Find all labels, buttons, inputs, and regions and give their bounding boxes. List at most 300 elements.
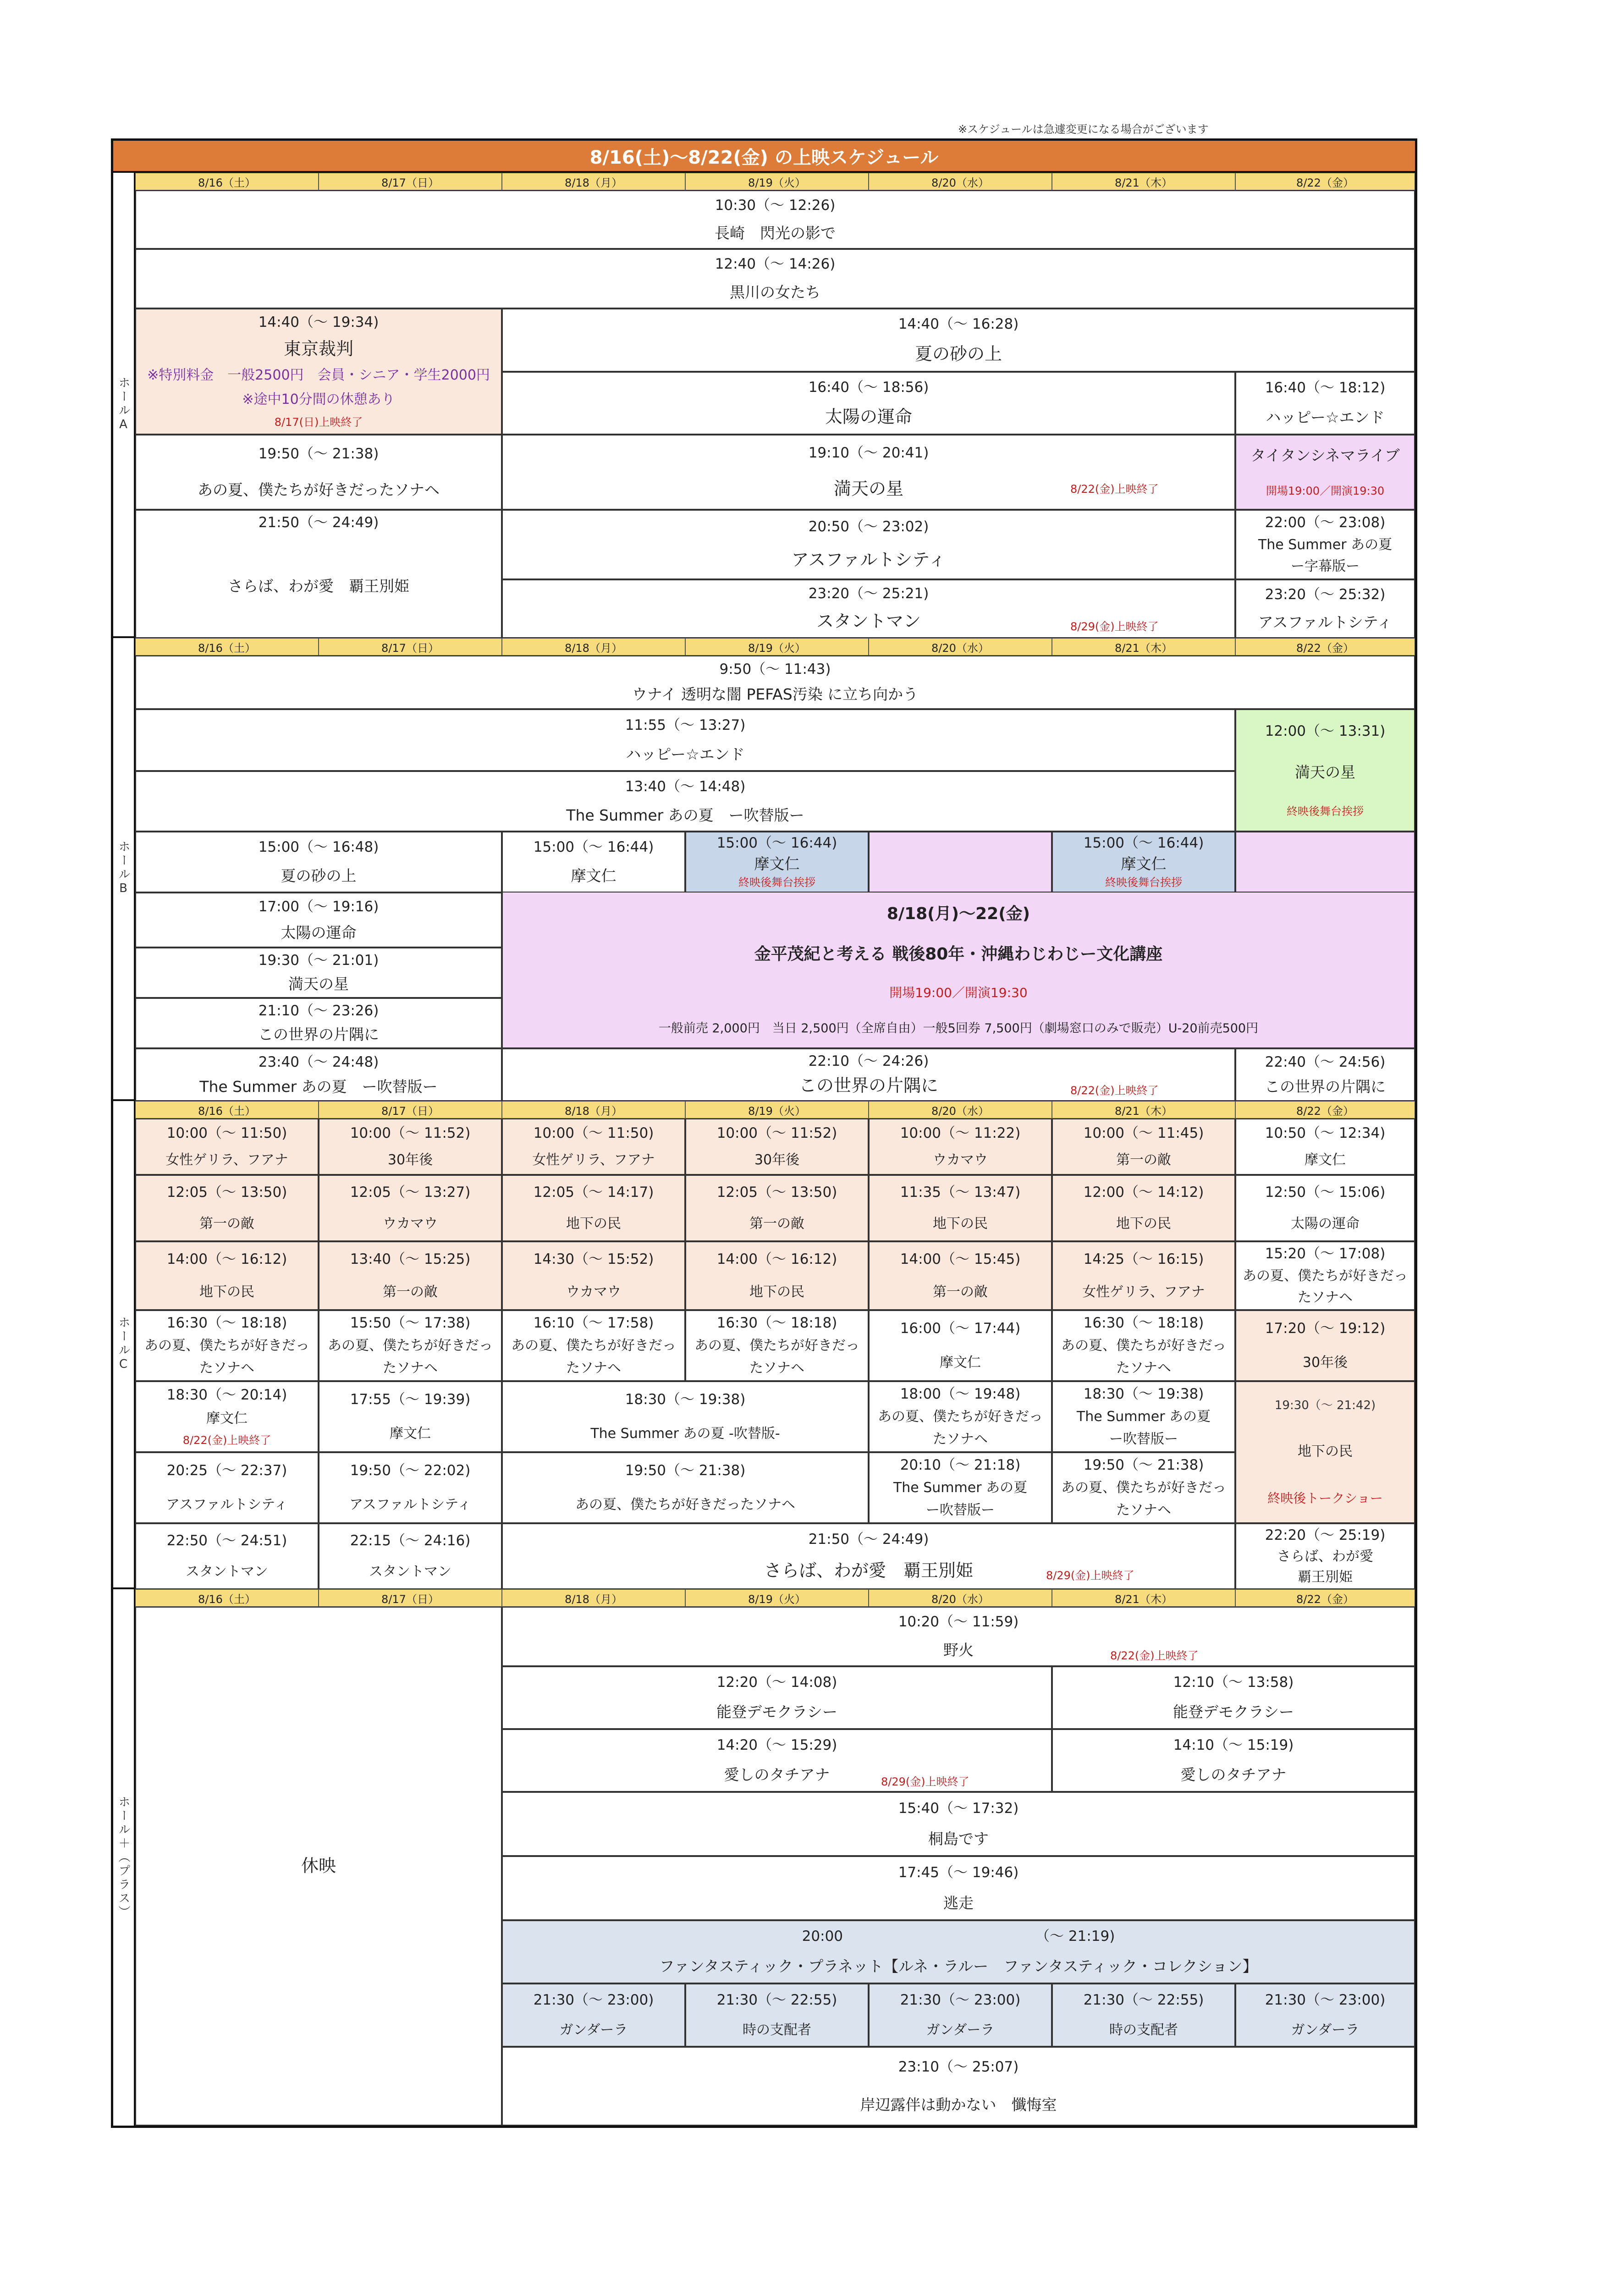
showtime-cell[interactable] — [1235, 1175, 1415, 1241]
showtime-time: 22:15（〜 24:16) — [350, 1532, 471, 1549]
showtime-time: 21:10（〜 23:26) — [258, 1003, 379, 1019]
showtime-cell[interactable] — [319, 1118, 502, 1175]
showtime-cell[interactable] — [135, 1241, 319, 1310]
showtime-nagasaki[interactable] — [135, 190, 1415, 249]
showtime-cell[interactable] — [685, 1175, 869, 1241]
showtime-time: 12:05（〜 13:50) — [716, 1184, 837, 1201]
showtime-titan-live[interactable] — [1235, 435, 1415, 510]
showtime-cell[interactable] — [502, 1118, 685, 1175]
showtime-title-cont: たソナヘ — [566, 1360, 621, 1376]
day-header: 8/18（月） — [502, 173, 685, 190]
showtime-title: 摩文仁 — [571, 867, 617, 885]
showtime-cell[interactable] — [319, 1241, 502, 1310]
showtime-cell[interactable] — [869, 1381, 1052, 1452]
showtime-cell[interactable] — [1052, 1452, 1235, 1523]
showtime-title: スタントマン — [186, 1564, 268, 1580]
showtime-time: 12:10（〜 13:58) — [1173, 1674, 1294, 1691]
showtime-title: 30年後 — [1302, 1354, 1348, 1371]
showtime-title: さらば、わが愛 — [1277, 1548, 1373, 1565]
showtime-title: The Summer あの夏 — [893, 1480, 1028, 1496]
showtime-title-cont: ー吹替版ー — [926, 1502, 995, 1518]
price-note: 一般前売 2,000円 当日 2,500円（全席自由）一般5回券 7,500円（劇場窓口のみで販売）U-20前売500円 — [658, 1021, 1259, 1036]
showtime-time: 14:40（〜 19:34) — [258, 314, 379, 331]
showtime-tatiana[interactable] — [502, 1729, 1052, 1792]
day-header: 8/20（水） — [869, 1589, 1052, 1607]
showtime-time: 21:50（〜 24:49) — [808, 1531, 929, 1548]
showtime-title: 太陽の運命 — [281, 923, 357, 942]
showtime-time: 20:10（〜 21:18) — [900, 1457, 1021, 1474]
showtime-time: 14:30（〜 15:52) — [533, 1251, 654, 1268]
showtime-cell[interactable] — [869, 1310, 1052, 1381]
showtime-the-summer-dub[interactable] — [135, 771, 1235, 832]
showtime-time: 11:55（〜 13:27) — [625, 716, 746, 733]
showtime-time: 19:50（〜 21:38) — [1083, 1457, 1204, 1474]
day-header: 8/17（日） — [319, 1101, 502, 1118]
showtime-title: 第一の敵 — [199, 1216, 254, 1232]
showtime-cell[interactable] — [685, 1241, 869, 1310]
day-header: 8/22（金） — [1235, 1589, 1415, 1607]
showtime-time: 18:30（〜 20:14) — [166, 1386, 287, 1403]
showtime-time: 12:00（〜 14:12) — [1083, 1184, 1204, 1201]
hall-c-label: ホールC — [113, 1101, 135, 1589]
showtime-cell[interactable] — [1052, 1310, 1235, 1381]
showtime-title: あの夏、僕たちが好きだっ — [878, 1409, 1043, 1425]
showtime-nobi[interactable] — [502, 1607, 1415, 1666]
day-header: 8/18（月） — [502, 638, 685, 656]
showtime-title: 地下の民 — [199, 1284, 254, 1300]
showtime-cell[interactable] — [319, 1523, 502, 1589]
showtime-title: 太陽の運命 — [825, 406, 912, 427]
event-slot — [1235, 832, 1415, 893]
showtime-time: 14:10（〜 15:19) — [1173, 1737, 1294, 1754]
showtime-title: 長崎 閃光の影で — [715, 224, 836, 242]
showtime-title-cont: たソナヘ — [1298, 1289, 1353, 1306]
showtime-time: 15:00（〜 16:48) — [258, 839, 379, 856]
showtime-title: 能登デモクラシー — [1173, 1703, 1294, 1721]
showtime-cell[interactable] — [319, 1381, 502, 1452]
showtime-time: 16:40（〜 18:56) — [808, 379, 929, 396]
showtime-time: 16:00（〜 17:44) — [900, 1320, 1021, 1337]
showtime-title: あの夏、僕たちが好きだっ — [1061, 1338, 1226, 1354]
showtime-cell[interactable] — [135, 1175, 319, 1241]
showtime-time: 14:00（〜 16:12) — [716, 1251, 837, 1268]
end-note: 8/29(金)上映終了 — [1046, 1569, 1134, 1582]
showtime-title: アスファルトシティ — [1258, 613, 1393, 631]
hall-plus-label: ホール＋（プラス） — [113, 1589, 135, 2126]
showtime-cell[interactable] — [502, 1452, 869, 1523]
showtime-time-end: （〜 21:19) — [1035, 1928, 1115, 1945]
showtime-natsu-no-suna[interactable] — [502, 309, 1415, 372]
showtime-time: 21:30（〜 22:55) — [716, 1992, 837, 2009]
intermission-note: ※途中10分間の休憩あり — [242, 391, 395, 408]
showtime-title: ガンダーラ — [926, 2022, 995, 2038]
showtime-title: 逃走 — [943, 1894, 974, 1912]
end-note: 8/22(金)上映終了 — [182, 1433, 271, 1447]
showtime-title: 摩文仁 — [206, 1410, 248, 1427]
showtime-happy-end-b[interactable] — [135, 709, 1235, 771]
showtime-time: 22:50（〜 24:51) — [166, 1532, 287, 1549]
showtime-title: 第一の敵 — [749, 1216, 804, 1232]
showtime-title: あの夏、僕たちが好きだっ — [694, 1338, 859, 1354]
showtime-title: ウカマウ — [933, 1152, 988, 1168]
showtime-title: 第一の敵 — [1116, 1152, 1171, 1168]
showtime-time: 16:40（〜 18:12) — [1265, 380, 1386, 397]
showtime-time: 16:30（〜 18:18) — [166, 1315, 287, 1332]
day-header: 8/16（土） — [135, 1101, 319, 1118]
showtime-time: 14:20（〜 15:29) — [716, 1737, 837, 1754]
showtime-cell[interactable] — [869, 1118, 1052, 1175]
day-header: 8/21（木） — [1052, 173, 1235, 190]
showtime-time: 15:40（〜 17:32) — [898, 1800, 1019, 1817]
showtime-title: 時の支配者 — [743, 2022, 811, 2038]
showtime-cell[interactable] — [685, 1983, 869, 2047]
showtime-tokyo-saiban[interactable] — [135, 309, 502, 435]
showtime-time: 10:00（〜 11:22) — [900, 1125, 1021, 1142]
showtime-time: 18:00（〜 19:48) — [900, 1386, 1021, 1403]
showtime-title: あの夏、僕たちが好きだっ — [1243, 1267, 1408, 1284]
day-header: 8/21（木） — [1052, 1589, 1235, 1607]
showtime-title: スタントマン — [816, 611, 921, 632]
showtime-kono-sekai[interactable] — [135, 998, 502, 1048]
showtime-time: 18:30（〜 19:38) — [1083, 1386, 1204, 1403]
day-header: 8/22（金） — [1235, 638, 1415, 656]
end-note: 8/22(金)上映終了 — [1070, 1084, 1159, 1097]
version-note: ー字幕版ー — [1291, 558, 1360, 575]
showtime-time: 12:05（〜 14:17) — [533, 1184, 654, 1201]
hall-a-label: ホールA — [113, 173, 135, 638]
day-header: 8/22（金） — [1235, 1101, 1415, 1118]
showtime-cell[interactable] — [135, 1118, 319, 1175]
showtime-tousou[interactable] — [502, 1856, 1415, 1920]
day-header: 8/18（月） — [502, 1101, 685, 1118]
showtime-time: 16:30（〜 18:18) — [1083, 1315, 1204, 1332]
showtime-title: 地下の民 — [1116, 1216, 1171, 1232]
showtime-time: 14:40（〜 16:28) — [898, 315, 1019, 332]
showtime-cell[interactable] — [1235, 1118, 1415, 1175]
showtime-noto[interactable] — [502, 1666, 1052, 1729]
showtime-title: 愛しのタチアナ — [724, 1766, 830, 1784]
showtime-title: 摩文仁 — [1305, 1152, 1346, 1168]
showtime-time: 19:30（〜 21:01) — [258, 952, 379, 969]
day-header: 8/21（木） — [1052, 638, 1235, 656]
showtime-title: 野火 — [943, 1641, 974, 1659]
showtime-cell[interactable] — [1235, 1310, 1415, 1381]
day-header: 8/17（日） — [319, 173, 502, 190]
showtime-title: 摩文仁 — [940, 1354, 981, 1371]
showtime-time: 16:30（〜 18:18) — [716, 1315, 837, 1332]
showtime-title: 満天の星 — [833, 479, 903, 499]
showtime-title: The Summer あの夏 — [1258, 536, 1393, 553]
showtime-happy-end[interactable] — [1235, 372, 1415, 435]
showtime-time: 23:20（〜 25:21) — [808, 585, 929, 602]
day-header: 8/19（火） — [685, 1589, 869, 1607]
showtime-title-cont: たソナヘ — [749, 1360, 804, 1376]
showtime-title: 地下の民 — [933, 1216, 988, 1232]
day-header: 8/20（水） — [869, 638, 1052, 656]
showtime-time: 14:00（〜 15:45) — [900, 1251, 1021, 1268]
showtime-time: 14:25（〜 16:15) — [1083, 1251, 1204, 1268]
event-date: 8/18(月)〜22(金) — [886, 904, 1030, 923]
showtime-title: アスファルトシティ — [791, 550, 946, 570]
showtime-title: ウナイ 透明な闇 PEFAS汚染 に立ち向かう — [632, 685, 919, 704]
showtime-time: 14:00（〜 16:12) — [166, 1251, 287, 1268]
page-title: 8/16(土)〜8/22(金) の上映スケジュール — [113, 141, 1415, 173]
showtime-cell[interactable] — [1235, 1983, 1415, 2047]
showtime-tatiana-late[interactable] — [1052, 1729, 1415, 1792]
end-note: 8/22(金)上映終了 — [1110, 1649, 1199, 1662]
schedule-table — [111, 138, 1417, 2128]
showtime-title: ガンダーラ — [1291, 2022, 1360, 2038]
showtime-title: あの夏、僕たちが好きだったソナヘ — [575, 1496, 795, 1513]
showtime-kurokawa[interactable] — [135, 249, 1415, 309]
showtime-title: 摩文仁 — [1121, 854, 1167, 873]
showtime-title: 岸辺露伴は動かない 懺悔室 — [860, 2095, 1057, 2114]
showtime-title: この世界の片隅に — [1265, 1077, 1386, 1096]
showtime-title: 愛しのタチアナ — [1180, 1766, 1287, 1784]
showtime-title: あの夏、僕たちが好きだっ — [144, 1338, 309, 1354]
showtime-cell[interactable] — [1052, 1983, 1235, 2047]
showtime-time: 22:00（〜 23:08) — [1265, 514, 1386, 531]
event-kanehira-lecture[interactable] — [502, 893, 1415, 1048]
showtime-time: 10:00（〜 11:50) — [533, 1125, 654, 1142]
showtime-title: あの夏、僕たちが好きだったソナヘ — [198, 480, 440, 499]
showtime-the-summer-sub[interactable] — [1235, 510, 1415, 579]
showtime-noto-late[interactable] — [1052, 1666, 1415, 1729]
showtime-cell[interactable] — [685, 1310, 869, 1381]
showtime-cell[interactable] — [1235, 1523, 1415, 1589]
showtime-cell[interactable] — [869, 1175, 1052, 1241]
showtime-title: 30年後 — [387, 1152, 433, 1168]
showtime-title-cont: 覇王別姫 — [1298, 1569, 1353, 1585]
showtime-manten-b2[interactable] — [135, 948, 502, 998]
showtime-title: さらば、わが愛 覇王別姫 — [228, 577, 409, 595]
showtime-fantastic-planet[interactable] — [502, 1920, 1415, 1983]
showtime-title: この世界の片隅に — [258, 1025, 379, 1044]
showtime-time: 11:35（〜 13:47) — [900, 1184, 1021, 1201]
showtime-time: 22:10（〜 24:26) — [808, 1053, 929, 1070]
showtime-natsu-no-suna-b[interactable] — [135, 832, 502, 893]
showtime-taiyou[interactable] — [502, 372, 1235, 435]
showtime-cell[interactable] — [1052, 1118, 1235, 1175]
event-slot — [869, 832, 1052, 893]
showtime-title: さらば、わが愛 覇王別姫 — [764, 1560, 973, 1581]
showtime-title: 東京裁判 — [283, 339, 353, 359]
showtime-title: 桐島です — [928, 1829, 989, 1848]
showtime-cell[interactable] — [502, 1983, 685, 2047]
showtime-time: 10:00（〜 11:52) — [350, 1125, 471, 1142]
showtime-title: アスファルトシティ — [349, 1496, 471, 1513]
showtime-title: 満天の星 — [288, 975, 349, 993]
showtime-kirishima[interactable] — [502, 1792, 1415, 1856]
showtime-time: 12:05（〜 13:27) — [350, 1184, 471, 1201]
showtime-title: 黒川の女たち — [730, 283, 820, 302]
showtime-title: あの夏、僕たちが好きだっ — [1061, 1480, 1226, 1496]
showtime-time: 17:00（〜 19:16) — [258, 898, 379, 915]
showtime-title: ファンタスティック・プラネット【ルネ・ラルー ファンタスティック・コレクション】 — [659, 1957, 1258, 1976]
showtime-title: 摩文仁 — [390, 1425, 431, 1442]
showtime-chika-no-tami-talk[interactable] — [1235, 1381, 1415, 1523]
showtime-time: 17:45（〜 19:46) — [898, 1864, 1019, 1881]
showtime-asphalt-late[interactable] — [1235, 579, 1415, 638]
showtime-title: 満天の星 — [1295, 763, 1355, 781]
showtime-title-cont: ー吹替版ー — [1109, 1431, 1178, 1447]
showtime-ano-natsu[interactable] — [135, 435, 502, 510]
showtime-time: 22:20（〜 25:19) — [1265, 1527, 1386, 1544]
showtime-manten-b[interactable] — [1235, 709, 1415, 832]
showtime-kishibe-rohan[interactable] — [502, 2047, 1415, 2126]
showtime-time: 10:00（〜 11:45) — [1083, 1125, 1204, 1142]
showtime-title: ウカマウ — [566, 1284, 621, 1300]
showtime-title-cont: たソナヘ — [1116, 1502, 1171, 1518]
showtime-time: 19:50（〜 21:38) — [258, 445, 379, 462]
showtime-title: 時の支配者 — [1109, 2022, 1178, 2038]
showtime-cell[interactable] — [319, 1175, 502, 1241]
showtime-cell[interactable] — [319, 1452, 502, 1523]
open-note: 開場19:00／開演19:30 — [889, 985, 1028, 1000]
showtime-title: あの夏、僕たちが好きだっ — [511, 1338, 676, 1354]
showtime-title: 30年後 — [754, 1152, 800, 1168]
day-header: 8/16（土） — [135, 638, 319, 656]
showtime-time: 23:40（〜 24:48) — [258, 1053, 379, 1070]
showtime-time: 15:50（〜 17:38) — [350, 1315, 471, 1332]
showtime-time: 21:50（〜 24:49) — [258, 514, 379, 531]
showtime-cell[interactable] — [135, 1310, 319, 1381]
showtime-title: ガンダーラ — [559, 2022, 628, 2038]
showtime-time: 10:50（〜 12:34) — [1265, 1125, 1386, 1142]
stage-greeting-note: 終映後舞台挨拶 — [738, 876, 815, 889]
showtime-unai[interactable] — [135, 656, 1415, 709]
showtime-title: この世界の片隅に — [798, 1075, 938, 1096]
showtime-title: The Summer あの夏 -吹替版- — [590, 1425, 780, 1442]
day-header: 8/17（日） — [319, 638, 502, 656]
showtime-title: ハッピー☆エンド — [626, 745, 745, 763]
showtime-cell[interactable] — [135, 1523, 319, 1589]
price-note: ※特別料金 一般2500円 会員・シニア・学生2000円 — [147, 367, 490, 384]
showtime-time: 15:00（〜 16:44) — [533, 839, 654, 856]
day-header: 8/21（木） — [1052, 1101, 1235, 1118]
showtime-asphalt[interactable] — [502, 510, 1235, 579]
showtime-time: 12:50（〜 15:06) — [1265, 1184, 1386, 1201]
showtime-cell[interactable] — [869, 1241, 1052, 1310]
end-note: 8/29(金)上映終了 — [1070, 620, 1159, 633]
showtime-time: 12:00（〜 13:31) — [1265, 722, 1386, 739]
showtime-time: 20:50（〜 23:02) — [808, 518, 929, 535]
showtime-title: The Summer あの夏 ー吹替版ー — [199, 1077, 438, 1096]
showtime-manten[interactable] — [502, 435, 1235, 510]
hall-b-label: ホールB — [113, 638, 135, 1101]
showtime-time: 21:30（〜 23:00) — [1265, 1992, 1386, 2009]
showtime-time: 12:05（〜 13:50) — [166, 1184, 287, 1201]
showtime-saraba[interactable] — [135, 510, 502, 638]
showtime-cell[interactable] — [135, 1452, 319, 1523]
showtime-title: 摩文仁 — [754, 854, 800, 873]
day-header: 8/16（土） — [135, 1589, 319, 1607]
showtime-time: 13:40（〜 14:48) — [625, 778, 746, 795]
showtime-time: 20:25（〜 22:37) — [166, 1462, 287, 1479]
showtime-time: 23:20（〜 25:32) — [1265, 586, 1386, 603]
showtime-cell[interactable] — [502, 1381, 869, 1452]
showtime-title: 女性ゲリラ、フアナ — [1082, 1284, 1205, 1300]
showtime-time: 21:30（〜 23:00) — [900, 1992, 1021, 2009]
day-header: 8/22（金） — [1235, 173, 1415, 190]
showtime-title: ハッピー☆エンド — [1266, 408, 1385, 427]
showtime-cell[interactable] — [869, 1452, 1052, 1523]
showtime-mabuni[interactable] — [502, 832, 685, 893]
showtime-title: 地下の民 — [1298, 1443, 1353, 1460]
showtime-time: 19:10（〜 20:41) — [808, 445, 929, 462]
showtime-time: 9:50（〜 11:43) — [719, 661, 831, 678]
showtime-cell[interactable] — [1235, 1241, 1415, 1310]
showtime-title: ウカマウ — [383, 1216, 438, 1232]
schedule-notice: ※スケジュールは急遽変更になる場合がございます — [958, 123, 1209, 136]
showtime-title-cont: たソナヘ — [383, 1360, 438, 1376]
showtime-title: 地下の民 — [566, 1216, 621, 1232]
end-note: 8/22(金)上映終了 — [1070, 483, 1159, 496]
showtime-time: 16:10（〜 17:58) — [533, 1315, 654, 1332]
showtime-time: 17:20（〜 19:12) — [1265, 1320, 1386, 1337]
showtime-title: 女性ゲリラ、フアナ — [165, 1152, 288, 1168]
showtime-mabuni-greeting[interactable] — [1052, 832, 1235, 893]
showtime-taiyou-b[interactable] — [135, 893, 502, 948]
showtime-cell[interactable] — [502, 1175, 685, 1241]
day-header: 8/17（日） — [319, 1589, 502, 1607]
showtime-title: 夏の砂の上 — [281, 867, 357, 885]
end-note: 8/29(金)上映終了 — [881, 1775, 969, 1788]
showtime-cell[interactable] — [502, 1241, 685, 1310]
showtime-time: 10:00（〜 11:50) — [166, 1125, 287, 1142]
showtime-title: 地下の民 — [749, 1284, 804, 1300]
showtime-title: あの夏、僕たちが好きだっ — [328, 1338, 493, 1354]
showtime-time: 17:55（〜 19:39) — [350, 1391, 471, 1408]
day-header: 8/20（水） — [869, 1101, 1052, 1118]
showtime-time: 19:50（〜 21:38) — [625, 1462, 746, 1479]
showtime-cell[interactable] — [319, 1310, 502, 1381]
showtime-cell[interactable] — [1052, 1241, 1235, 1310]
showtime-the-summer-dub-late[interactable] — [135, 1048, 502, 1101]
showtime-time: 15:20（〜 17:08) — [1265, 1245, 1386, 1262]
closed-cell — [135, 1607, 502, 2126]
stage-greeting-note: 終映後舞台挨拶 — [1105, 876, 1182, 889]
closed-label: 休映 — [301, 1856, 336, 1876]
showtime-cell[interactable] — [685, 1118, 869, 1175]
showtime-cell[interactable] — [135, 1381, 319, 1452]
showtime-cell[interactable] — [1052, 1175, 1235, 1241]
showtime-title: アスファルトシティ — [166, 1496, 288, 1513]
showtime-mabuni-greeting[interactable] — [685, 832, 869, 893]
day-header: 8/20（水） — [869, 173, 1052, 190]
showtime-title: 夏の砂の上 — [914, 343, 1002, 364]
showtime-time: 21:30（〜 23:00) — [533, 1992, 654, 2009]
showtime-time: 19:30（〜 21:42) — [1274, 1398, 1376, 1412]
showtime-cell[interactable] — [502, 1310, 685, 1381]
showtime-time: 18:30（〜 19:38) — [625, 1391, 746, 1408]
showtime-title: 第一の敵 — [933, 1284, 988, 1300]
day-header: 8/19（火） — [685, 173, 869, 190]
showtime-time: 22:40（〜 24:56) — [1265, 1053, 1386, 1070]
showtime-title: The Summer あの夏 ー吹替版ー — [566, 806, 804, 824]
showtime-time: 10:00（〜 11:52) — [716, 1125, 837, 1142]
showtime-time: 10:20（〜 11:59) — [898, 1614, 1019, 1631]
showtime-title: 太陽の運命 — [1291, 1216, 1360, 1232]
showtime-title: スタントマン — [369, 1564, 451, 1580]
showtime-kono-sekai-fri[interactable] — [1235, 1048, 1415, 1101]
showtime-time: 15:00（〜 16:44) — [716, 835, 837, 852]
showtime-time: 13:40（〜 15:25) — [350, 1251, 471, 1268]
showtime-cell[interactable] — [869, 1983, 1052, 2047]
showtime-cell[interactable] — [1052, 1381, 1235, 1452]
day-header: 8/18（月） — [502, 1589, 685, 1607]
showtime-time: 12:40（〜 14:26) — [715, 256, 836, 273]
